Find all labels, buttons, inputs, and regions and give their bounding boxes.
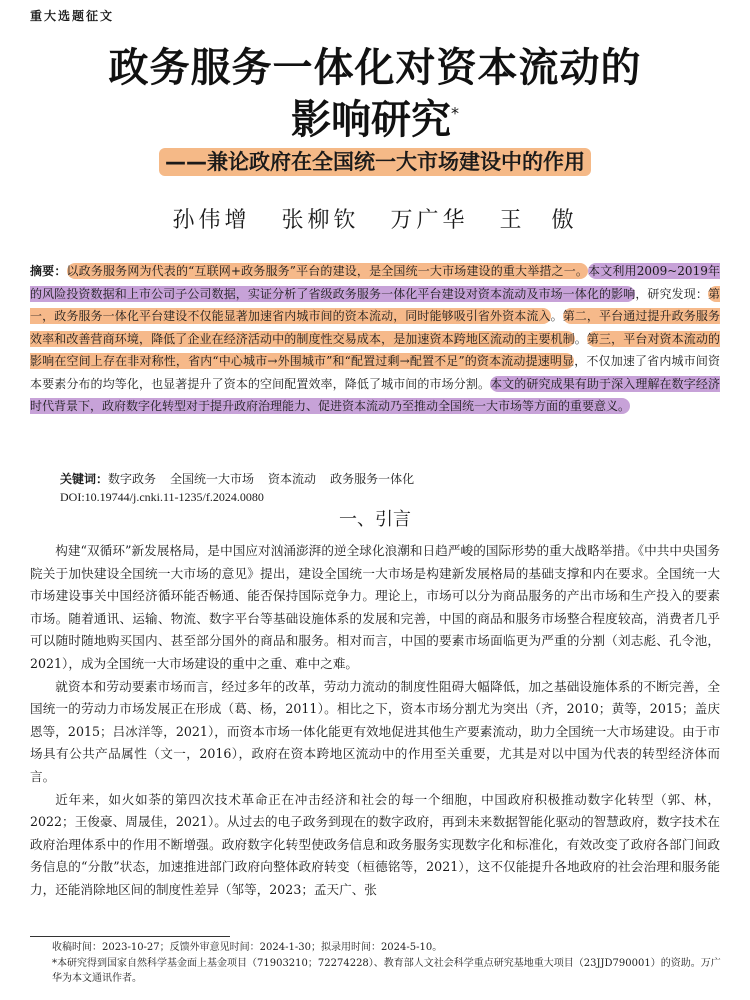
author-2: 张柳钦 [281,208,360,233]
footnote-divider [30,936,230,937]
column-tag: 重大选题征文 [30,9,115,23]
footnote-funding: *本研究得到国家自然科学基金面上基金项目（71903210；72274228）、教育部人文社会科学重点研究基地重大项目（23JJD790001）的资助。万广华为本文通讯作者。 [52,957,721,984]
keyword-3: 资本流动 [268,472,317,486]
abstract-finding-2: 第二，平台通过提升政务服务效率和改善营商环境，降低了企业在经济活动中的制度性交易成本，是加速资本跨地区流动的主要机制 [30,309,720,346]
abstract [30,260,720,418]
abstract-sentence-1: 以政务服务网为代表的“互联网+政务服务”平台的建设，是全国统一大市场建设的重大举措之一。 [66,264,589,278]
title-line-2 [0,88,750,145]
abstract-sentence-9: ，不仅加速了省内城市间资本要素分布的均等化，也显著提升了资本的空间配置效率，降低了城市间的市场分割。 [30,354,720,391]
abstract-label: 摘要： [30,264,67,278]
footnotes [52,940,722,987]
keyword-2: 全国统一大市场 [170,472,255,486]
keywords-label: 关键词： [60,472,109,486]
author-3: 万广华 [390,208,469,233]
abstract-punct-1: 。 [550,309,563,323]
subtitle-text: ——兼论政府在全国统一大市场建设中的作用 [159,148,591,176]
title-footnote-mark: * [451,103,459,123]
doi: DOI:10.19744/j.cnki.11-1235/f.2024.0080 [60,490,264,504]
author-1: 孙伟增 [172,208,251,233]
keyword-4: 政务服务一体化 [330,472,415,486]
section-heading: 一、引言 [339,509,411,530]
paragraph-3: 近年来，如火如荼的第四次技术革命正在冲击经济和社会的每一个细胞，中国政府积极推动数字化转型（郭、林，2022；王俊豪、周晟佳，2021）。从过去的电子政务到现在的数字政府，再到未来数据智能化驱动的智慧政府，数字技术在政府治理体系中的作用不断增强。政府数字化转型使政务信息和政务服务实现数字化和标准化，有效改变了政府各部门间政务信息的“分散”状态，加速推进部门政府向整体政府转变（桓德铭等，2021），这不仅能提升各地政府的社会治理和服务能力，还能消除地区间的制度性差异（邹等，2023；孟天广、张 [30,791,720,897]
abstract-finding-3: 第三，平台对资本流动的影响在空间上存在非对称性，省内“中心城市→外围城市”和“配置过剩→配置不足”的资本流动提速明显 [30,331,720,368]
abstract-sentence-2: 本文利用2009~2019年的风险投资数据和上市公司子公司数据，实证分析了省级政务服务一体化平台建设对资本流动及市场一体化的影响 [30,264,720,301]
authors [0,203,750,234]
subtitle [0,146,750,176]
abstract-finding-1: 第一，政务服务一体化平台建设不仅能显著加速省内城市间的资本流动，同时能够吸引省外资本流入 [30,286,720,323]
keyword-1: 数字政务 [108,472,157,486]
paragraph-1: 构建“双循环”新发展格局，是中国应对汹涌澎湃的逆全球化浪潮和日趋严峻的国际形势的重大战略举措。《中共中央国务院关于加快建设全国统一大市场的意见》提出，建设全国统一大市场是构建新发展格局的基础支撑和内在要求。全国统一大市场建设事关中国经济循环能否畅通、能否保持国际竞争力。理论上，市场可以分为商品服务的产出市场和生产投入的要素市场。随着通讯、运输、物流、数字平台等基础设施体系的发展和完善，中国的商品和服务市场整合程度较高，消费者几乎可以随时随地购买国内、甚至部分国外的商品和服务。相对而言，中国的要素市场面临更为严重的分割（刘志彪、孔令池，2021），成为全国统一大市场建设的重中之重、难中之难。 [30,543,720,671]
title-line-2-text: 影响研究 [291,97,451,143]
author-4: 王 傲 [499,208,578,233]
abstract-sentence-3: ，研究发现： [635,286,708,301]
keywords [60,470,428,487]
title-line-1: 政务服务一体化对资本流动的 [108,45,642,91]
paragraph-2: 就资本和劳动要素市场而言，经过多年的改革，劳动力流动的制度性阻碍大幅降低，加之基础设施体系的不断完善，全国统一的劳动力市场发展正在形成（葛、杨，2011）。相比之下，资本市场分割尤为突出（齐，2010；黄等，2015；盖庆恩等，2015；吕冰洋等，2021），而资本市场一体化能更有效地促进其他生产要素流动，助力全国统一大市场建设。由于市场具有公共产品属性（文一，2016），政府在资本跨地区流动中的作用至关重要，尤其是对以中国为代表的转型经济体而言。 [30,678,720,784]
abstract-punct-2: 。 [574,331,587,346]
body-text [30,540,720,902]
footnote-dates: 收稿时间：2023-10-27；反馈外审意见时间：2024-1-30；拟录用时间：2024-5-10。 [52,942,443,953]
abstract-conclusion: 本文的研究成果有助于深入理解在数字经济时代背景下，政府数字化转型对于提升政府治理能力、促进资本流动乃至推动全国统一大市场等方面的重要意义。 [30,376,720,413]
